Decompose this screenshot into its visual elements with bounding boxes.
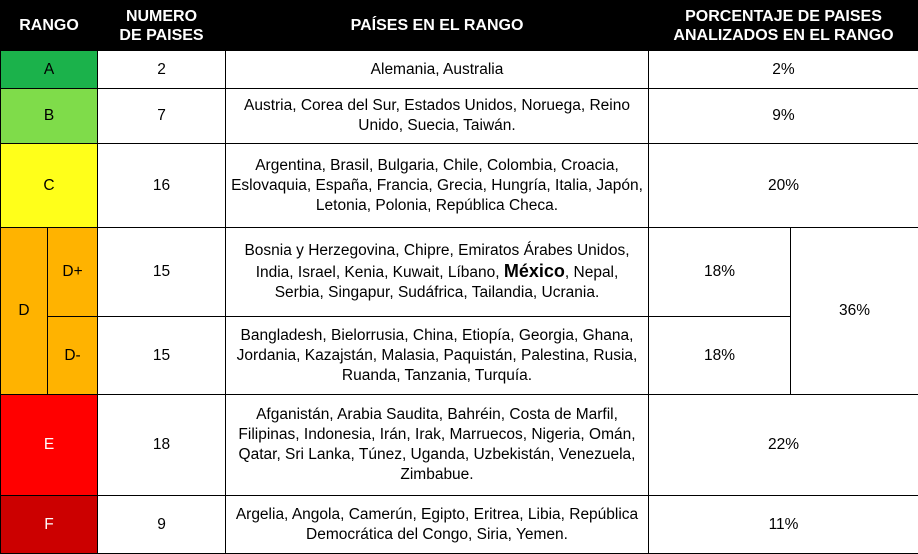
numero-d-plus: 15 — [98, 228, 226, 317]
paises-f: Argelia, Angola, Camerún, Egipto, Eritrea, Libia, República Democrática del Congo, Siria, Yemen. — [226, 496, 649, 554]
paises-d-plus-before: Bosnia y Herzegovina, Chipre, Emiratos Árabes Unidos, India, Israel, Kenia, Kuwait, Líbano, — [244, 242, 630, 281]
header-paises: PAÍSES EN EL RANGO — [226, 1, 649, 51]
rango-f: F — [1, 496, 98, 554]
row-b — [1, 89, 918, 144]
numero-b: 7 — [98, 89, 226, 144]
paises-d-minus: Bangladesh, Bielorrusia, China, Etiopía, Georgia, Ghana, Jordania, Kazajstán, Malasia, Paquistán, Palestina, Rusia, Ruanda, Tanzania, Turquía. — [226, 317, 649, 395]
rango-d-minus: D- — [48, 317, 98, 395]
porcentaje-e: 22% — [649, 395, 918, 496]
porcentaje-d-total: 36% — [791, 228, 918, 395]
header-porcentaje: PORCENTAJE DE PAISES ANALIZADOS EN EL RANGO — [649, 1, 918, 51]
mexico-highlight: México — [503, 261, 565, 281]
rango-e: E — [1, 395, 98, 496]
row-d-minus — [1, 317, 918, 395]
row-a — [1, 51, 918, 89]
porcentaje-d-plus: 18% — [649, 228, 791, 317]
paises-d-plus — [226, 228, 649, 317]
header-numero: NUMERO DE PAISES — [98, 1, 226, 51]
numero-d-minus: 15 — [98, 317, 226, 395]
paises-a: Alemania, Australia — [226, 51, 649, 89]
row-c — [1, 144, 918, 228]
header-row — [1, 1, 918, 51]
header-rango: RANGO — [1, 1, 98, 51]
numero-c: 16 — [98, 144, 226, 228]
paises-b: Austria, Corea del Sur, Estados Unidos, Noruega, Reino Unido, Suecia, Taiwán. — [226, 89, 649, 144]
rango-a: A — [1, 51, 98, 89]
paises-e: Afganistán, Arabia Saudita, Bahréin, Costa de Marfil, Filipinas, Indonesia, Irán, Irak, Marruecos, Nigeria, Omán, Qatar, Sri Lanka, Túnez, Uganda, Uzbekistán, Venezuela, Zimbabue. — [226, 395, 649, 496]
porcentaje-a: 2% — [649, 51, 918, 89]
numero-a: 2 — [98, 51, 226, 89]
row-f — [1, 496, 918, 554]
porcentaje-c: 20% — [649, 144, 918, 228]
paises-c: Argentina, Brasil, Bulgaria, Chile, Colombia, Croacia, Eslovaquia, España, Francia, Grecia, Hungría, Italia, Japón, Letonia, Polonia, República Checa. — [226, 144, 649, 228]
porcentaje-b: 9% — [649, 89, 918, 144]
rango-b: B — [1, 89, 98, 144]
rango-c: C — [1, 144, 98, 228]
paises-d-plus-after: , Nepal, Serbia, Singapur, Sudáfrica, Tailandia, Ucrania. — [274, 264, 619, 301]
numero-f: 9 — [98, 496, 226, 554]
porcentaje-d-minus: 18% — [649, 317, 791, 395]
porcentaje-f: 11% — [649, 496, 918, 554]
row-e — [1, 395, 918, 496]
numero-e: 18 — [98, 395, 226, 496]
row-d-plus — [1, 228, 918, 317]
rango-d-plus: D+ — [48, 228, 98, 317]
rango-d: D — [1, 228, 48, 395]
